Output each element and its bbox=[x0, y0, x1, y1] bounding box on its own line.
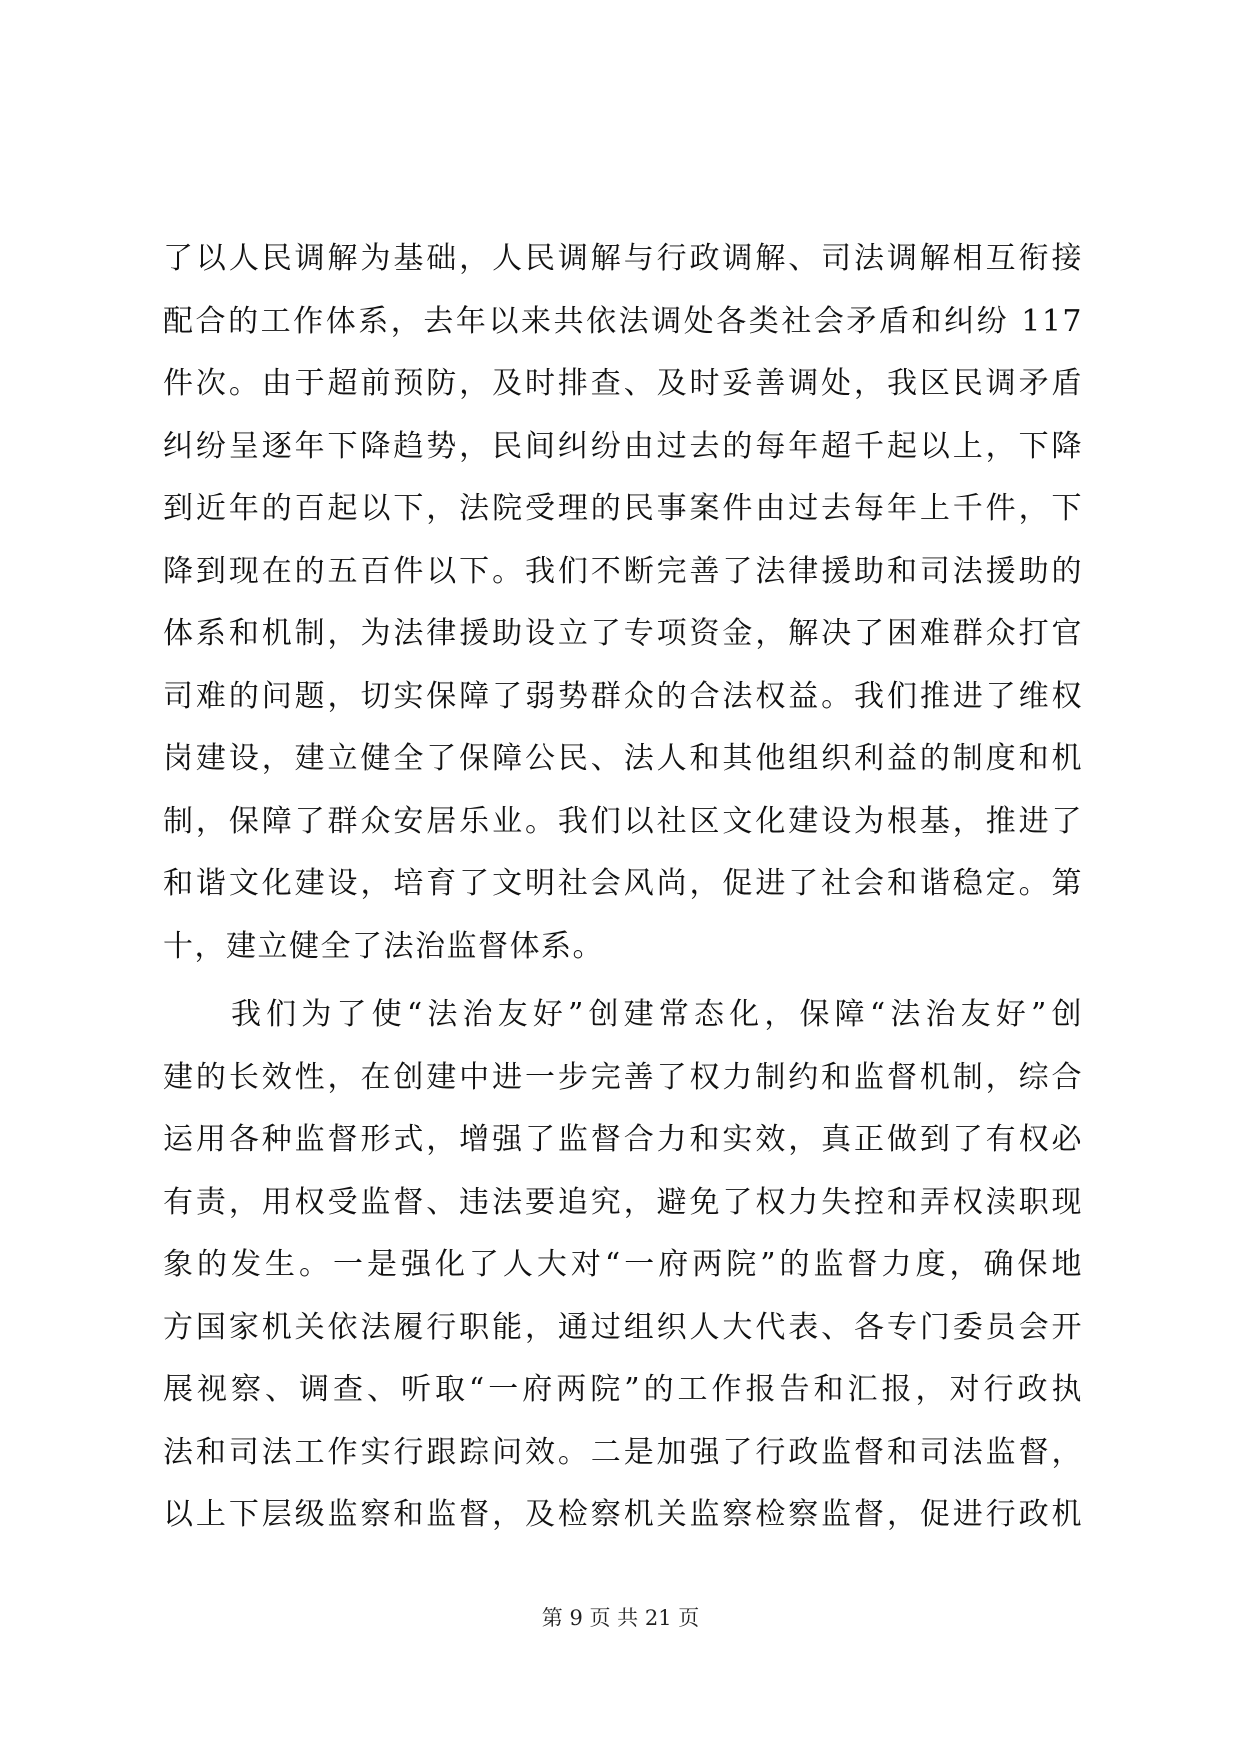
text-line: 我们为了使“法治友好”创建常态化，保障“法治友好”创 bbox=[231, 997, 1083, 1032]
text-line: 降到现在的五百件以下。我们不断完善了法律援助和司法援助的 bbox=[163, 553, 1083, 589]
text-line: 了以人民调解为基础，人民调解与行政调解、司法调解相互衔接 bbox=[163, 241, 1083, 276]
text-line: 件次。由于超前预防，及时排查、及时妥善调处，我区民调矛盾 bbox=[163, 366, 1083, 401]
text-line: 以上下层级监察和监督，及检察机关监察检察监督，促进行政机 bbox=[163, 1497, 1083, 1532]
text-line: 法和司法工作实行跟踪问效。二是加强了行政监督和司法监督， bbox=[163, 1434, 1083, 1470]
text-line: 纠纷呈逐年下降趋势，民间纠纷由过去的每年超千起以上，下降 bbox=[163, 428, 1083, 464]
text-line: 司难的问题，切实保障了弱势群众的合法权益。我们推进了维权 bbox=[163, 678, 1083, 714]
text-line: 制，保障了群众安居乐业。我们以社区文化建设为根基，推进了 bbox=[163, 803, 1083, 839]
text-line: 和谐文化建设，培育了文明社会风尚，促进了社会和谐稳定。第 bbox=[163, 866, 1083, 901]
text-line: 到近年的百起以下，法院受理的民事案件由过去每年上千件，下 bbox=[163, 491, 1083, 526]
paragraph-1 bbox=[163, 228, 1083, 978]
text-line: 运用各种监督形式，增强了监督合力和实效，真正做到了有权必 bbox=[163, 1122, 1083, 1157]
text-line: 配合的工作体系，去年以来共依法调处各类社会矛盾和纠纷 117 bbox=[163, 303, 1083, 339]
page-number-footer: 第 9 页 共 21 页 bbox=[541, 1606, 700, 1630]
text-line: 岗建设，建立健全了保障公民、法人和其他组织利益的制度和机 bbox=[163, 741, 1083, 776]
text-line: 有责，用权受监督、违法要追究，避免了权力失控和弄权渎职现 bbox=[163, 1184, 1083, 1220]
text-line: 体系和机制，为法律援助设立了专项资金，解决了困难群众打官 bbox=[163, 616, 1083, 651]
text-line: 建的长效性，在创建中进一步完善了权力制约和监督机制，综合 bbox=[163, 1059, 1083, 1095]
document-body bbox=[163, 228, 1083, 1547]
text-line: 方国家机关依法履行职能，通过组织人大代表、各专门委员会开 bbox=[163, 1309, 1083, 1345]
text-line: 十，建立健全了法治监督体系。 bbox=[163, 928, 604, 964]
text-line: 象的发生。一是强化了人大对“一府两院”的监督力度，确保地 bbox=[163, 1247, 1083, 1282]
paragraph-2 bbox=[163, 984, 1083, 1547]
text-line: 展视察、调查、听取“一府两院”的工作报告和汇报，对行政执 bbox=[163, 1372, 1083, 1407]
